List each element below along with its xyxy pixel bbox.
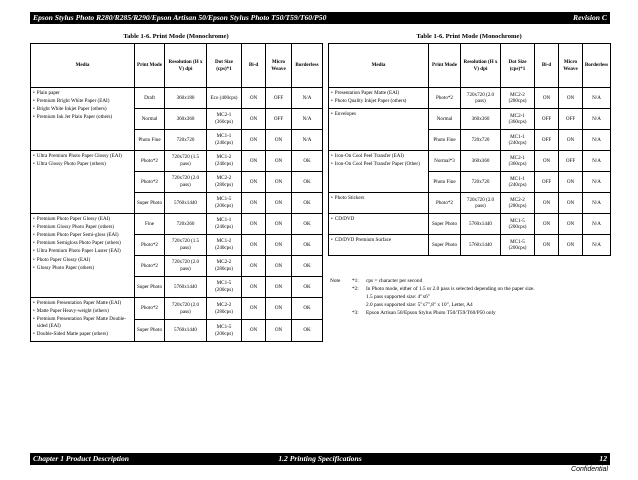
bi-d-cell: OFF bbox=[535, 172, 559, 193]
media-cell bbox=[329, 151, 429, 193]
print-mode-cell: Fine bbox=[135, 214, 165, 235]
bullet: • bbox=[33, 161, 35, 168]
media-cell bbox=[31, 214, 135, 298]
note-line bbox=[330, 294, 612, 302]
print-mode-cell: Super Photo bbox=[429, 235, 461, 256]
col-header-dot-size: Dot Size (cps)*1 bbox=[501, 44, 535, 88]
note-line bbox=[330, 302, 612, 310]
bi-d-cell: ON bbox=[535, 151, 559, 172]
media-item bbox=[33, 300, 132, 307]
borderless-cell: OK bbox=[292, 298, 323, 320]
media-name: Iron-On Cool Peel Transfer (EAI) bbox=[334, 153, 404, 160]
media-item bbox=[33, 98, 132, 105]
col-header-print-mode: Print Mode bbox=[429, 44, 461, 88]
media-name: Photo Paper Glossy (EAI) bbox=[36, 256, 91, 263]
dot-size-cell: MC2-2 (280cps) bbox=[501, 88, 535, 109]
print-mode-cell: Normal*3 bbox=[429, 151, 461, 172]
bi-d-cell: ON bbox=[242, 214, 266, 235]
media-item bbox=[33, 106, 132, 113]
resolution-cell: 5760x1440 bbox=[461, 235, 501, 256]
resolution-cell: 720x720 bbox=[461, 172, 501, 193]
print-mode-cell: Photo*2 bbox=[135, 172, 165, 193]
col-header-media: Media bbox=[329, 44, 429, 88]
media-name: Iron-On Cool Peel Transfer Paper (Other) bbox=[334, 161, 420, 168]
borderless-cell: OK bbox=[292, 172, 323, 193]
media-name: Photo Quality Inkjet Paper (others) bbox=[334, 98, 407, 105]
media-item bbox=[33, 224, 132, 231]
micro-weave-cell: ON bbox=[559, 235, 583, 256]
bi-d-cell: ON bbox=[242, 298, 266, 320]
print-mode-cell: Photo*2 bbox=[135, 151, 165, 172]
borderless-cell: N/A bbox=[292, 88, 323, 109]
media-name: Ultra Glossy Photo Paper (others) bbox=[36, 161, 106, 168]
resolution-cell: 360x360 bbox=[165, 109, 207, 130]
media-item bbox=[331, 195, 426, 202]
media-name: Photo Stickers bbox=[334, 195, 365, 202]
table-notes bbox=[330, 278, 612, 318]
media-cell bbox=[329, 235, 429, 256]
media-item bbox=[33, 257, 132, 264]
borderless-cell: N/A bbox=[292, 109, 323, 130]
dot-size-cell: MC1-5 (200cps) bbox=[501, 235, 535, 256]
note-number: *3: bbox=[352, 309, 359, 316]
resolution-cell: 720x720 (1.5 pass) bbox=[165, 151, 207, 172]
print-mode-cell: Super Photo bbox=[429, 214, 461, 235]
table-row bbox=[329, 193, 611, 214]
dot-size-cell: MC2-1 (360cps) bbox=[501, 151, 535, 172]
media-name: Ultra Premium Photo Paper Luster (EAI) bbox=[36, 248, 121, 255]
bullet: • bbox=[33, 216, 35, 222]
bullet: • bbox=[33, 330, 35, 337]
right-print-mode-table bbox=[328, 43, 611, 256]
media-cell bbox=[31, 88, 135, 151]
print-mode-cell: Photo*2 bbox=[135, 235, 165, 256]
bullet: • bbox=[331, 216, 333, 223]
dot-size-cell: MC1-1 (240cps) bbox=[207, 214, 242, 235]
dot-size-cell: MC1-5 (200cps) bbox=[207, 320, 242, 342]
header-product-title: Epson Stylus Photo R280/R285/R290/Epson Artisan 50/Epson Stylus Photo T50/T59/T60/P50 bbox=[33, 13, 327, 22]
micro-weave-cell: ON bbox=[266, 256, 292, 277]
micro-weave-cell: ON bbox=[266, 151, 292, 172]
bullet: • bbox=[331, 237, 333, 244]
note-line bbox=[330, 278, 612, 286]
media-name: Premium Ink Jet Plain Paper (others) bbox=[36, 114, 113, 121]
resolution-cell: 5760x1440 bbox=[165, 277, 207, 298]
header-revision: Revision C bbox=[573, 13, 607, 22]
media-cell bbox=[329, 193, 429, 214]
table-row bbox=[329, 235, 611, 256]
resolution-cell: 5760x1440 bbox=[165, 193, 207, 214]
dot-size-cell: MC1-1 (240cps) bbox=[207, 130, 242, 151]
micro-weave-cell: ON bbox=[266, 298, 292, 320]
media-cell bbox=[31, 151, 135, 214]
media-name: Premium Presentation Paper Matte Double-sided (EAI) bbox=[36, 316, 126, 329]
bullet: • bbox=[33, 224, 35, 231]
micro-weave-cell: OFF bbox=[559, 151, 583, 172]
media-item bbox=[33, 316, 132, 329]
resolution-cell: 5760x1440 bbox=[165, 320, 207, 342]
borderless-cell: N/A bbox=[583, 235, 611, 256]
resolution-cell: 720x720 (2.0 pass) bbox=[165, 172, 207, 193]
print-mode-cell: Super Photo bbox=[135, 193, 165, 214]
resolution-cell: 720x720 (2.0 pass) bbox=[165, 256, 207, 277]
col-header-micro-weave: Micro Weave bbox=[559, 44, 583, 88]
micro-weave-cell: ON bbox=[266, 320, 292, 342]
col-header-resolution: Resolution (H x V) dpi bbox=[461, 44, 501, 88]
note-line bbox=[330, 310, 612, 318]
media-item bbox=[33, 232, 132, 239]
bi-d-cell: OFF bbox=[535, 109, 559, 130]
dot-size-cell: MC1-1 (240cps) bbox=[501, 130, 535, 151]
note-line bbox=[330, 286, 612, 294]
bullet: • bbox=[33, 264, 35, 271]
print-mode-cell: Photo*2 bbox=[135, 298, 165, 320]
note-text: 1.5 pass supported size: 4"x6" bbox=[366, 293, 430, 300]
footer-page-number: 12 bbox=[599, 454, 607, 463]
borderless-cell: OK bbox=[292, 193, 323, 214]
media-name: Matte Paper Heavy-weight (others) bbox=[36, 308, 109, 315]
col-header-print-mode: Print Mode bbox=[135, 44, 165, 88]
media-item bbox=[33, 161, 132, 168]
note-label bbox=[330, 310, 352, 318]
bullet: • bbox=[331, 195, 333, 202]
dot-size-cell: MC1-5 (200cps) bbox=[207, 193, 242, 214]
note-number: *2: bbox=[352, 285, 359, 292]
dot-size-cell: MC2-1 (360cps) bbox=[207, 109, 242, 130]
resolution-cell: 720x720 (2.0 pass) bbox=[461, 88, 501, 109]
dot-size-cell: MC2-1 (360cps) bbox=[501, 109, 535, 130]
bullet: • bbox=[33, 308, 35, 315]
media-name: Presentation Paper Matte (EAI) bbox=[334, 90, 400, 96]
bullet: • bbox=[33, 114, 35, 121]
page-header-bar bbox=[30, 12, 610, 24]
table-row bbox=[31, 88, 323, 109]
borderless-cell: N/A bbox=[292, 130, 323, 151]
table-row bbox=[329, 151, 611, 172]
dot-size-cell: MC2-2 (280cps) bbox=[207, 298, 242, 320]
media-cell bbox=[329, 88, 429, 109]
micro-weave-cell: ON bbox=[266, 277, 292, 298]
media-name: Premium Semigloss Photo Paper (others) bbox=[36, 240, 121, 247]
bi-d-cell: ON bbox=[242, 130, 266, 151]
bullet: • bbox=[331, 153, 333, 160]
media-name: Ultra Premium Photo Paper Glossy (EAI) bbox=[36, 153, 122, 159]
col-header-media: Media bbox=[31, 44, 135, 88]
bullet: • bbox=[33, 106, 35, 113]
bullet: • bbox=[33, 240, 35, 247]
table-row bbox=[329, 88, 611, 109]
footer-chapter: Chapter 1 Product Description bbox=[33, 454, 129, 463]
bi-d-cell: ON bbox=[535, 88, 559, 109]
borderless-cell: OK bbox=[292, 235, 323, 256]
confidential-label: Confidential bbox=[571, 466, 608, 473]
micro-weave-cell: ON bbox=[559, 130, 583, 151]
bullet: • bbox=[331, 98, 333, 105]
media-item bbox=[33, 308, 132, 315]
media-item bbox=[33, 265, 132, 272]
media-cell bbox=[329, 214, 429, 235]
micro-weave-cell: ON bbox=[266, 214, 292, 235]
table-row bbox=[31, 214, 323, 235]
bullet: • bbox=[33, 153, 35, 159]
bi-d-cell: ON bbox=[535, 235, 559, 256]
media-name: Premium Presentation Paper Matte (EAI) bbox=[36, 300, 122, 306]
micro-weave-cell: OFF bbox=[266, 88, 292, 109]
dot-size-cell: MC1-2 (240cps) bbox=[207, 235, 242, 256]
borderless-cell: OK bbox=[292, 256, 323, 277]
media-item bbox=[331, 111, 426, 118]
bullet: • bbox=[33, 316, 35, 323]
left-print-mode-table bbox=[30, 43, 323, 342]
print-mode-cell: Photo Fine bbox=[429, 172, 461, 193]
right-table-title: Table 1-6. Print Mode (Monochrome) bbox=[416, 33, 522, 40]
media-cell bbox=[329, 109, 429, 151]
left-table-title: Table 1-6. Print Mode (Monochrome) bbox=[123, 33, 229, 40]
bi-d-cell: ON bbox=[242, 193, 266, 214]
note-number bbox=[352, 302, 366, 310]
page-footer-bar bbox=[30, 453, 610, 465]
bullet: • bbox=[331, 90, 333, 96]
bullet: • bbox=[33, 300, 35, 306]
dot-size-cell: MC2-2 (280cps) bbox=[207, 256, 242, 277]
media-item bbox=[331, 98, 426, 105]
media-name: Envelopes bbox=[334, 111, 357, 118]
note-text: cps = character per second bbox=[366, 278, 423, 284]
print-mode-cell: Normal bbox=[135, 109, 165, 130]
media-item bbox=[331, 237, 426, 244]
print-mode-cell: Photo*2 bbox=[429, 88, 461, 109]
media-name: Plain paper bbox=[36, 90, 60, 96]
print-mode-cell: Super Photo bbox=[135, 277, 165, 298]
note-label bbox=[330, 302, 352, 310]
bullet: • bbox=[33, 98, 35, 105]
borderless-cell: N/A bbox=[583, 130, 611, 151]
print-mode-cell: Photo Fine bbox=[135, 130, 165, 151]
dot-size-cell: MC2-2 (280cps) bbox=[501, 193, 535, 214]
resolution-cell: 360x180 bbox=[165, 88, 207, 109]
borderless-cell: N/A bbox=[583, 172, 611, 193]
bi-d-cell: ON bbox=[242, 320, 266, 342]
media-name: Premium Bright White Paper (EAI) bbox=[36, 98, 110, 105]
micro-weave-cell: ON bbox=[266, 130, 292, 151]
bullet: • bbox=[33, 90, 35, 96]
table-row bbox=[329, 109, 611, 130]
print-mode-cell: Super Photo bbox=[135, 320, 165, 342]
table-row bbox=[31, 151, 323, 172]
note-label bbox=[330, 286, 352, 294]
borderless-cell: N/A bbox=[583, 151, 611, 172]
micro-weave-cell: ON bbox=[559, 172, 583, 193]
media-name: CD/DVD Premium Surface bbox=[334, 237, 392, 244]
bullet: • bbox=[33, 232, 35, 239]
media-name: Premium Photo Paper Glossy (EAI) bbox=[36, 216, 111, 222]
media-item bbox=[33, 331, 132, 338]
note-number bbox=[352, 294, 366, 302]
micro-weave-cell: ON bbox=[266, 172, 292, 193]
dot-size-cell: MC1-5 (200cps) bbox=[501, 214, 535, 235]
micro-weave-cell: ON bbox=[559, 214, 583, 235]
bi-d-cell: ON bbox=[535, 214, 559, 235]
media-item bbox=[33, 153, 132, 160]
media-name: Premium Glossy Photo Paper (others) bbox=[36, 224, 115, 231]
col-header-borderless: Borderless bbox=[292, 44, 323, 88]
resolution-cell: 720x720 (1.5 pass) bbox=[165, 235, 207, 256]
bi-d-cell: ON bbox=[242, 109, 266, 130]
bi-d-cell: OFF bbox=[535, 130, 559, 151]
borderless-cell: OK bbox=[292, 320, 323, 342]
media-item bbox=[331, 153, 426, 160]
media-name: Glossy Photo Paper (others) bbox=[36, 264, 95, 271]
dot-size-cell: MC1-1 (240cps) bbox=[501, 172, 535, 193]
dot-size-cell: MC2-2 (280cps) bbox=[207, 172, 242, 193]
print-mode-cell: Photo*2 bbox=[135, 256, 165, 277]
col-header-micro-weave: Micro Weave bbox=[266, 44, 292, 88]
media-name: Premium Photo Paper Semi-gloss (EAI) bbox=[36, 232, 119, 239]
footer-section: 1.2 Printing Specifications bbox=[278, 454, 362, 463]
media-item bbox=[331, 161, 426, 168]
borderless-cell: OK bbox=[292, 151, 323, 172]
media-item bbox=[331, 216, 426, 223]
table-row bbox=[329, 214, 611, 235]
print-mode-cell: Photo Fine bbox=[429, 130, 461, 151]
borderless-cell: N/A bbox=[583, 214, 611, 235]
media-item bbox=[33, 90, 132, 97]
bi-d-cell: ON bbox=[242, 277, 266, 298]
resolution-cell: 720x360 bbox=[165, 214, 207, 235]
media-item bbox=[33, 114, 132, 121]
bi-d-cell: ON bbox=[242, 172, 266, 193]
dot-size-cell: Eco (400cps) bbox=[207, 88, 242, 109]
col-header-bi-d: Bi-d bbox=[242, 44, 266, 88]
table-row bbox=[31, 298, 323, 320]
note-text: Epson Artisan 50/Epson Stylus Photo T50/T59/T60/P50 only bbox=[366, 309, 496, 316]
print-mode-cell: Photo*2 bbox=[429, 193, 461, 214]
bi-d-cell: ON bbox=[535, 193, 559, 214]
media-item bbox=[33, 240, 132, 247]
borderless-cell: N/A bbox=[583, 88, 611, 109]
media-item bbox=[33, 216, 132, 223]
note-text: 2.0 pass supported size: 5"x7",8" x 10", Letter, A4 bbox=[366, 301, 473, 308]
borderless-cell: OK bbox=[292, 277, 323, 298]
resolution-cell: 720x720 (2.0 pass) bbox=[165, 298, 207, 320]
col-header-bi-d: Bi-d bbox=[535, 44, 559, 88]
bi-d-cell: ON bbox=[242, 235, 266, 256]
note-number: *1: bbox=[352, 278, 359, 284]
resolution-cell: 720x720 (2.0 pass) bbox=[461, 193, 501, 214]
bullet: • bbox=[331, 161, 333, 168]
print-mode-cell: Normal bbox=[429, 109, 461, 130]
media-name: CD/DVD bbox=[334, 216, 355, 223]
media-name: Double-Sided Matte paper (others) bbox=[36, 330, 108, 337]
media-name: Bright White Inkjet Paper (others) bbox=[36, 106, 107, 113]
micro-weave-cell: ON bbox=[559, 88, 583, 109]
media-item bbox=[33, 248, 132, 255]
note-label: Note bbox=[330, 278, 341, 284]
col-header-resolution: Resolution (H x V) dpi bbox=[165, 44, 207, 88]
note-text: In Photo mode, either of 1.5 or 2.0 pass is selected depending on the paper size. bbox=[366, 285, 535, 292]
micro-weave-cell: OFF bbox=[266, 109, 292, 130]
col-header-dot-size: Dot Size (cps)*1 bbox=[207, 44, 242, 88]
bullet: • bbox=[33, 256, 35, 263]
micro-weave-cell: ON bbox=[266, 235, 292, 256]
resolution-cell: 360x360 bbox=[461, 151, 501, 172]
micro-weave-cell: OFF bbox=[559, 109, 583, 130]
bi-d-cell: ON bbox=[242, 256, 266, 277]
media-cell bbox=[31, 298, 135, 342]
print-mode-cell: Draft bbox=[135, 88, 165, 109]
borderless-cell: N/A bbox=[583, 193, 611, 214]
dot-size-cell: MC1-2 (240cps) bbox=[207, 151, 242, 172]
resolution-cell: 720x720 bbox=[165, 130, 207, 151]
bi-d-cell: ON bbox=[242, 88, 266, 109]
resolution-cell: 5760x1440 bbox=[461, 214, 501, 235]
borderless-cell: OK bbox=[292, 214, 323, 235]
media-item bbox=[331, 90, 426, 97]
note-label bbox=[330, 294, 352, 302]
resolution-cell: 720x720 bbox=[461, 130, 501, 151]
col-header-borderless: Borderless bbox=[583, 44, 611, 88]
resolution-cell: 360x360 bbox=[461, 109, 501, 130]
dot-size-cell: MC1-5 (200cps) bbox=[207, 277, 242, 298]
bullet: • bbox=[33, 248, 35, 255]
bi-d-cell: ON bbox=[242, 151, 266, 172]
micro-weave-cell: ON bbox=[266, 193, 292, 214]
micro-weave-cell: ON bbox=[559, 193, 583, 214]
bullet: • bbox=[331, 111, 333, 118]
borderless-cell: N/A bbox=[583, 109, 611, 130]
